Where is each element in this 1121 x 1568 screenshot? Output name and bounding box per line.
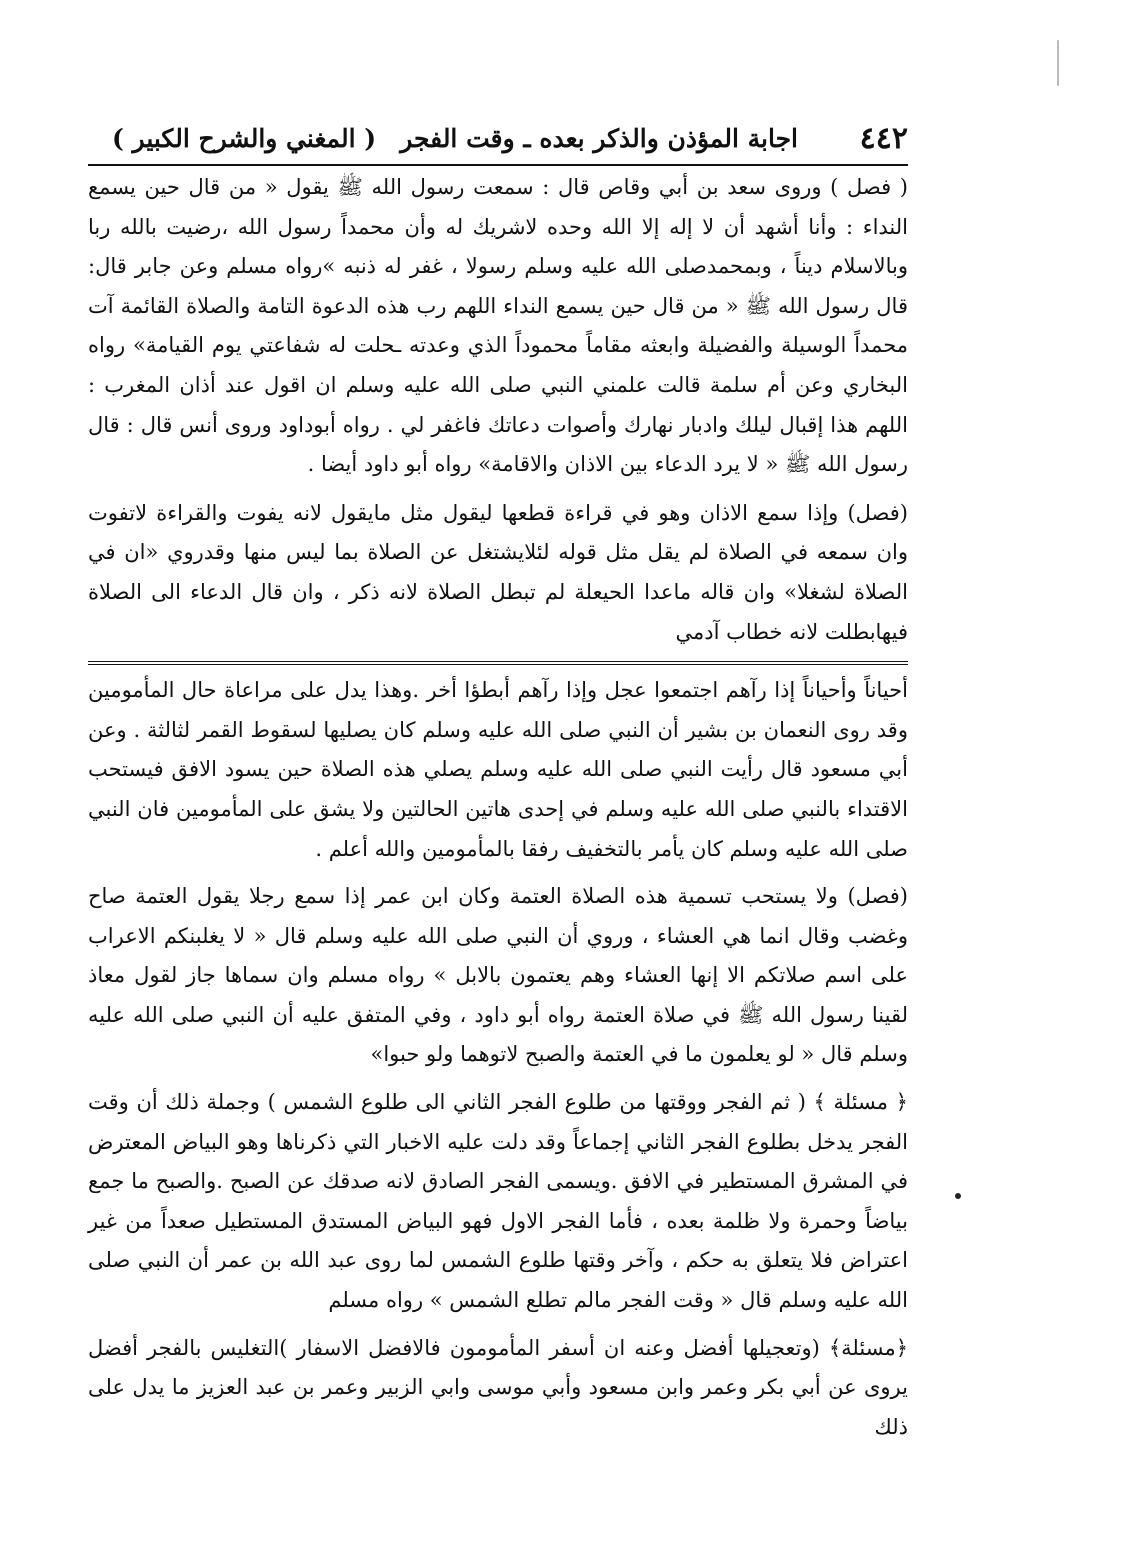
ink-mark-top-right [1057,40,1059,86]
section-divider [88,661,908,665]
paragraph-adhan-during-reading: (فصل) وإذا سمع الاذان وهو في قراءة قطعها ليقول مثل مايقول لانه يفوت والقراءة لاتفوت وان سمعه في الصلاة لم يقل مثل قوله لئلايشتغل عن الصلاة بما ليس منها وقدروي «ان في الصلاة لشغلا» وان قاله ماعدا الحيعلة لم تبطل الصلاة لانه ذكر ، وان قال الدعاء الى الصلاة فيهابطلت لانه خطاب آدمي [88,500,908,644]
paragraph-adhan-dua: ( فصل ) وروى سعد بن أبي وقاص قال : سمعت رسول الله ﷺ يقول « من قال حين يسمع النداء : وأنا أشهد أن لا إله إلا الله وحده لاشريك له وأن محمداً رسول الله ،رضيت بالله ربا وبالاسلام ديناً ، وبمحمدصلى الله عليه وسلم رسولا ، غفر له ذنبه »رواه مسلم وعن جابر قال: قال رسول الله ﷺ « من قال حين يسمع النداء اللهم رب هذه الدعوة التامة والصلاة القائمة آت محمداً الوسيلة والفضيلة وابعثه مقاماً محموداً الذي وعدته ـحلت له شفاعتي يوم القيامة» رواه البخاري وعن أم سلمة قالت علمني النبي صلى الله عليه وسلم ان اقول عند أذان المغرب : اللهم هذا إقبال ليلك وادبار نهارك وأصوات دعاتك فاغفر لي . رواه أبوداود وروى أنس قال : قال رسول الله ﷺ « لا يرد الدعاء بين الاذان والاقامة» رواه أبو داود أيضا . [88,175,908,477]
main-text-section [88,168,908,652]
page-number: ٤٤٢ [859,121,908,156]
book-page [88,118,908,1455]
ink-mark-margin [955,1193,961,1199]
paragraph-isha-timing: أحياناً وأحياناً إذا رآهم اجتمعوا عجل وإذا رآهم أبطؤا أخر .وهذا يدل على مراعاة حال المأمومين وقد روى النعمان بن بشير أن النبي صلى الله عليه وسلم كان يصليها لسقوط القمر لثالثة . وعن أبي مسعود قال رأيت النبي صلى الله عليه وسلم يصلي هذه الصلاة حين يسود الافق فيستحب الاقتداء بالنبي صلى الله عليه وسلم في إحدى هاتين الحالتين ولا يشق على المأمومين فان النبي صلى الله عليه وسلم كان يأمر بالتخفيف رفقا بالمأمومين والله أعلم . [88,678,908,861]
header-rule [88,164,908,166]
running-title: اجابة المؤذن والذكر بعده ـ وقت الفجر [400,124,798,153]
book-title: ( المغني والشرح الكبير ) [112,124,377,153]
page-header [88,118,908,160]
paragraph-fajr-time: ﴿ مسئلة ﴾ ( ثم الفجر ووقتها من طلوع الفجر الثاني الى طلوع الشمس ) وجملة ذلك أن وقت الفجر يدخل بطلوع الفجر الثاني إجماعاً وقد دلت عليه الاخبار التي ذكرناها وهو البياض المعترض في المشرق المستطير في الافق .ويسمى الفجر الصادق لانه صدقك عن الصبح .والصبح ما جمع بياضاً وحمرة ولا ظلمة بعده ، فأما الفجر الاول فهو البياض المستدق المستطيل صعداً من غير اعتراض فلا يتعلق به حكم ، وآخر وقتها طلوع الشمس لما روى عبد الله بن عمر أن النبي صلى الله عليه وسلم قال « وقت الفجر مالم تطلع الشمس » رواه مسلم [88,1090,909,1313]
paragraph-fajr-early: ﴿مسئلة﴾ (وتعجيلها أفضل وعنه ان أسفر المأمومون فالافضل الاسفار )التغليس بالفجر أفضل يروى عن أبي بكر وعمر وابن مسعود وأبي موسى وابي الزبير وعمر بن عبد العزيز ما يدل على ذلك [88,1335,908,1439]
commentary-section [88,671,908,1447]
paragraph-atama-naming: (فصل) ولا يستحب تسمية هذه الصلاة العتمة وكان ابن عمر إذا سمع رجلا يقول العتمة صاح وغضب وقال انما هي العشاء ، وروي أن النبي صلى الله عليه وسلم قال « لا يغلبنكم الاعراب على اسم صلاتكم الا إنها العشاء وهم يعتمون بالابل » رواه مسلم وان سماها جاز لقول معاذ لقينا رسول الله ﷺ في صلاة العتمة رواه أبو داود ، وفي المتفق عليه أن النبي صلى الله عليه وسلم قال « لو يعلمون ما في العتمة والصبح لاتوهما ولو حبوا» [88,884,908,1067]
